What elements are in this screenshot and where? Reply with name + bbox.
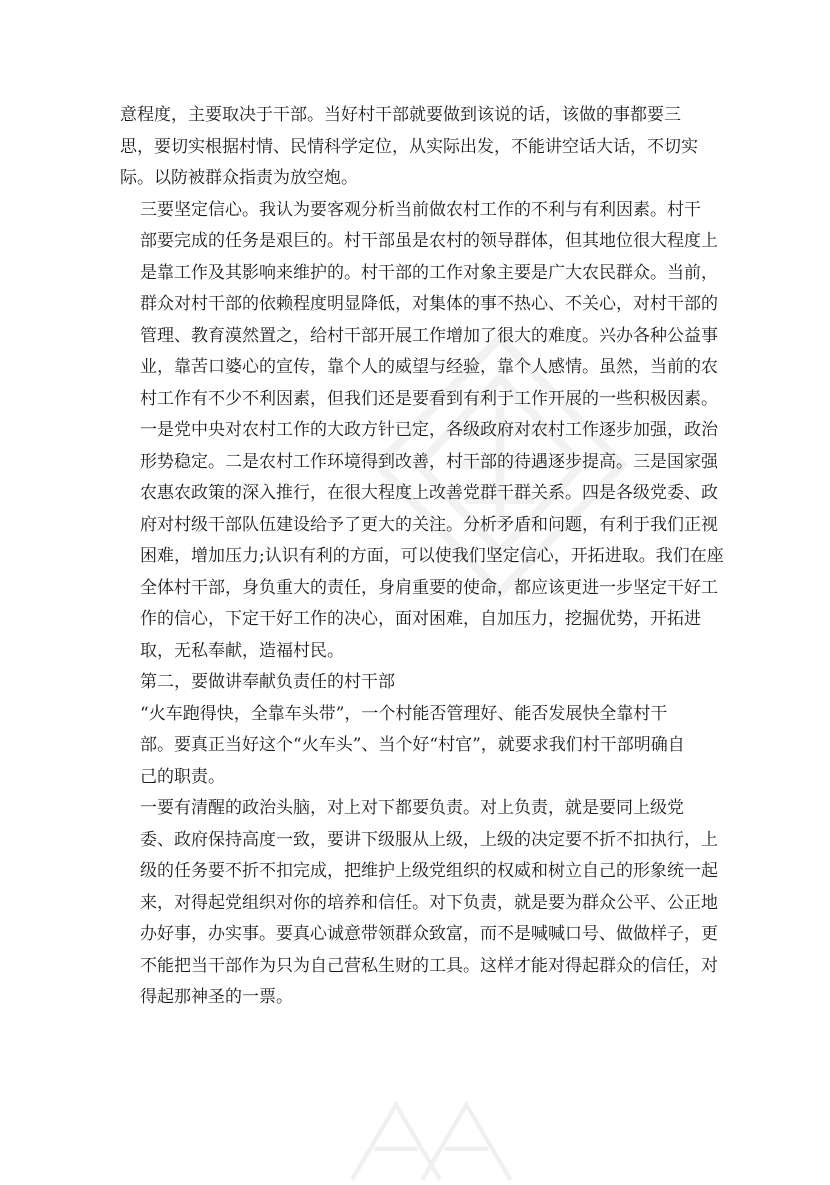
text-line: 业，靠苦口婆心的宣传，靠个人的威望与经验，靠个人感情。虽然，当前的农 (140, 357, 718, 377)
watermark-logo-icon (330, 1095, 550, 1185)
text-line: 全体村干部，身负重大的责任，身肩重要的使命，都应该更进一步坚定干好工 (140, 577, 718, 598)
text-line: 部。要真正当好这个“火车头”、当个好“村官”，就要求我们村干部明确自 (140, 735, 685, 755)
text-line: 一是党中央对农村工作的大政方针已定，各级政府对农村工作逐步加强，政治 (140, 420, 718, 440)
text-line: 办好事，办实事。要真心诚意带领群众致富，而不是喊喊口号、做做样子，更 (140, 924, 718, 944)
text-line: 来，对得起党组织对你的培养和信任。对下负责，就是要为群众公平、公正地 (140, 892, 718, 913)
text-line: 意程度，主要取决于干部。当好村干部就要做到该说的话，该做的事都要三 (120, 105, 681, 125)
text-line: 部要完成的任务是艰巨的。村干部虽是农村的领导群体，但其地位很大程度上 (140, 231, 718, 251)
text-line: 不能把当干部作为只为自己营私生财的工具。这样才能对得起群众的信任，对 (140, 955, 718, 976)
text-line: 第二，要做讲奉献负责任的村干部 (140, 672, 395, 692)
paragraph-1 (120, 100, 716, 195)
paragraph-2 (120, 195, 724, 668)
text-line: 三要坚定信心。我认为要客观分析当前做农村工作的不利与有利因素。村干 (140, 199, 701, 220)
paragraph-5 (120, 793, 716, 1014)
text-line: 农惠农政策的深入推行，在很大程度上改善党群干群关系。四是各级党委、政 (140, 483, 718, 503)
document-body (120, 100, 724, 1014)
text-line: 得起那神圣的一票。 (140, 987, 293, 1007)
text-line: 管理、教育漠然置之，给村干部开展工作增加了很大的难度。兴办各种公益事 (140, 325, 718, 346)
text-line: 府对村级干部队伍建设给予了更大的关注。分析矛盾和问题，有利于我们正视 (140, 514, 718, 535)
text-line: 委、政府保持高度一致，要讲下级服从上级，上级的决定要不折不扣执行，上 (140, 829, 718, 850)
text-line: 一要有清醒的政治头脑，对上对下都要负责。对上负责，就是要同上级党 (140, 798, 684, 818)
text-line: 困难，增加压力;认识有利的方面，可以使我们坚定信心，开拓进取。我们在座 (140, 546, 724, 566)
text-line: 级的任务要不折不扣完成，把维护上级党组织的权威和树立自己的形象统一起 (140, 861, 718, 881)
text-line: 村工作有不少不利因素，但我们还是要看到有利于工作开展的一些积极因素。 (140, 388, 718, 409)
section-heading (120, 667, 716, 699)
text-line: 形势稳定。二是农村工作环境得到改善，村干部的待遇逐步提高。三是国家强 (140, 451, 718, 472)
text-line: 是靠工作及其影响来维护的。村干部的工作对象主要是广大农民群众。当前， (140, 262, 718, 283)
text-line: 群众对村干部的依赖程度明显降低，对集体的事不热心、不关心，对村干部的 (140, 294, 718, 314)
text-line: 作的信心，下定干好工作的决心，面对困难，自加压力，挖掘优势，开拓进 (140, 609, 701, 629)
paragraph-4 (120, 699, 716, 794)
text-line: 际。以防被群众指责为放空炮。 (120, 168, 358, 188)
text-line: “火车跑得快，全靠车头带”，一个村能否管理好、能否发展快全靠村干 (140, 703, 668, 724)
text-line: 己的职责。 (140, 766, 225, 787)
text-line: 思，要切实根据村情、民情科学定位，从实际出发，不能讲空话大话，不切实 (120, 136, 698, 157)
text-line: 取，无私奉献，造福村民。 (140, 640, 344, 661)
